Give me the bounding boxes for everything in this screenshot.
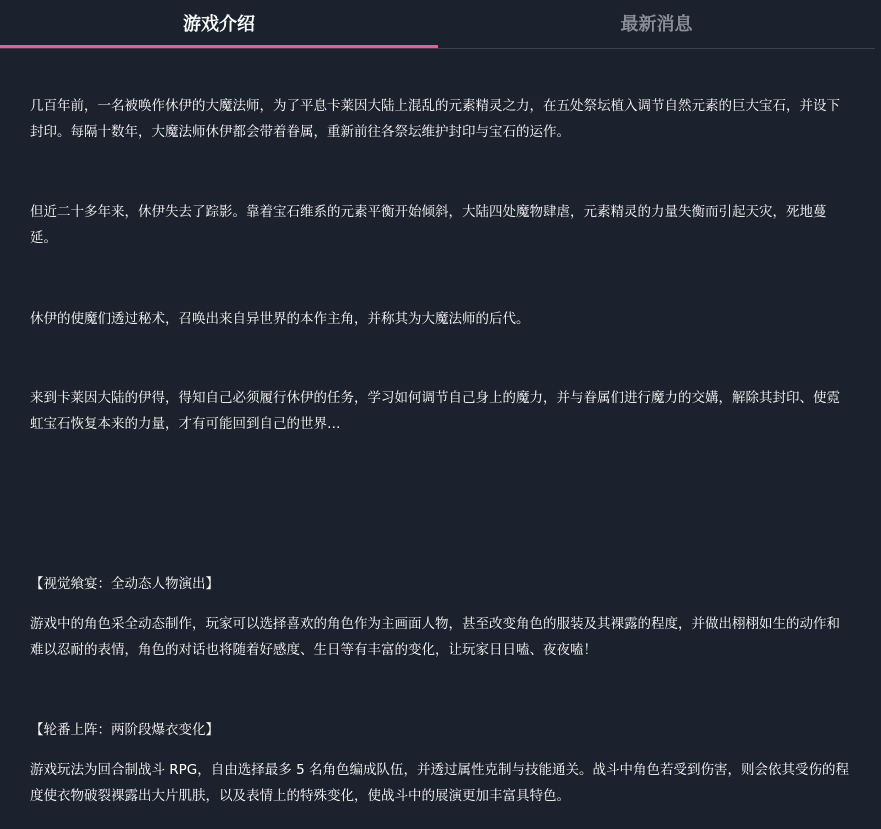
tab-game-intro[interactable]: 游戏介绍 [183,14,255,35]
story-paragraph-4: 来到卡莱因大陆的伊得，得知自己必须履行休伊的任务，学习如何调节自己身上的魔力，并与眷属们进行魔力的交媾，解除其封印、使霓虹宝石恢复本来的力量，才有可能回到自己的世界… [30,390,840,432]
story-paragraph-3: 休伊的使魔们透过秘术，召唤出来自异世界的本作主角，并称其为大魔法师的后代。 [30,311,530,327]
tab-latest-news[interactable]: 最新消息 [620,14,693,35]
story-paragraph-2: 但近二十多年来，休伊失去了踪影。靠着宝石维系的元素平衡开始倾斜，大陆四处魔物肆虐，元素精灵的力量失衡而引起天灾，死地蔓延。 [30,204,827,246]
active-tab-indicator [0,45,438,48]
feature-2-text: 游戏玩法为回合制战斗 RPG，自由选择最多 5 名角色编成队伍，并透过属性克制与技能通关。战斗中角色若受到伤害，则会依其受伤的程度使衣物破裂裸露出大片肌肤，以及表情上的特殊变化，使战斗中的展演更加丰富具特色。 [30,762,849,804]
feature-1-text: 游戏中的角色采全动态制作，玩家可以选择喜欢的角色作为主画面人物，甚至改变角色的服装及其裸露的程度，并做出栩栩如生的动作和难以忍耐的表情，角色的对话也将随着好感度、生日等有丰富的变化，让玩家日日嗑、夜夜嗑！ [30,616,840,658]
feature-1-title: 【视觉飨宴：全动态人物演出】 [30,576,219,592]
story-paragraph-1: 几百年前，一名被唤作休伊的大魔法师，为了平息卡莱因大陆上混乱的元素精灵之力，在五处祭坛植入调节自然元素的巨大宝石，并设下封印。每隔十数年，大魔法师休伊都会带着眷属，重新前往各祭坛维护封印与宝石的运作。 [30,98,840,140]
feature-2-title: 【轮番上阵：两阶段爆衣变化】 [30,722,219,738]
tab-bar [0,0,875,49]
